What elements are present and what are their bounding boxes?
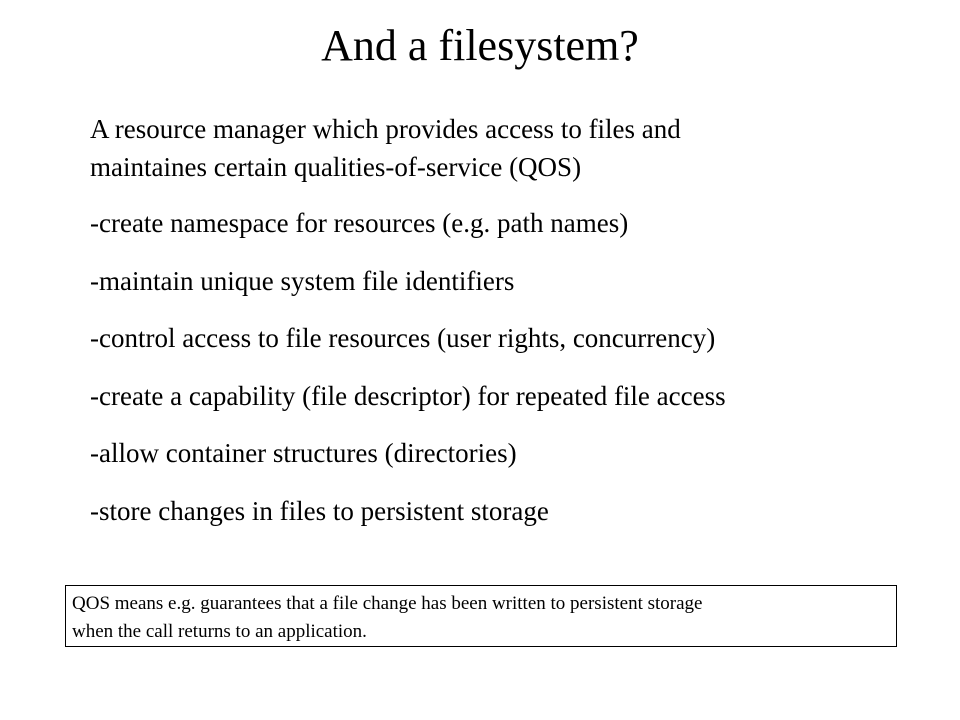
bullet-item-containers: -allow container structures (directories) xyxy=(90,438,517,468)
bullet-item-capability: -create a capability (file descriptor) for repeated file access xyxy=(90,380,726,411)
qos-note-box xyxy=(65,585,897,647)
intro-line-2: maintaines certain qualities-of-service (QOS) xyxy=(90,152,582,182)
note-line-1: QOS means e.g. guarantees that a file change has been written to persistent storage xyxy=(72,593,703,614)
bullet-item-identifiers: -maintain unique system file identifiers xyxy=(90,265,515,296)
intro-line-1: A resource manager which provides access to files and xyxy=(90,114,681,144)
intro-paragraph xyxy=(90,110,930,186)
slide-title: And a filesystem? xyxy=(321,21,639,70)
bullet-item-persistence: -store changes in files to persistent storage xyxy=(90,495,549,526)
bullet-item-access-control: -control access to file resources (user rights, concurrency) xyxy=(90,323,716,353)
bullet-list xyxy=(90,204,950,549)
note-line-2: when the call returns to an application. xyxy=(72,621,367,642)
bullet-item-namespace: -create namespace for resources (e.g. path names) xyxy=(90,208,629,238)
